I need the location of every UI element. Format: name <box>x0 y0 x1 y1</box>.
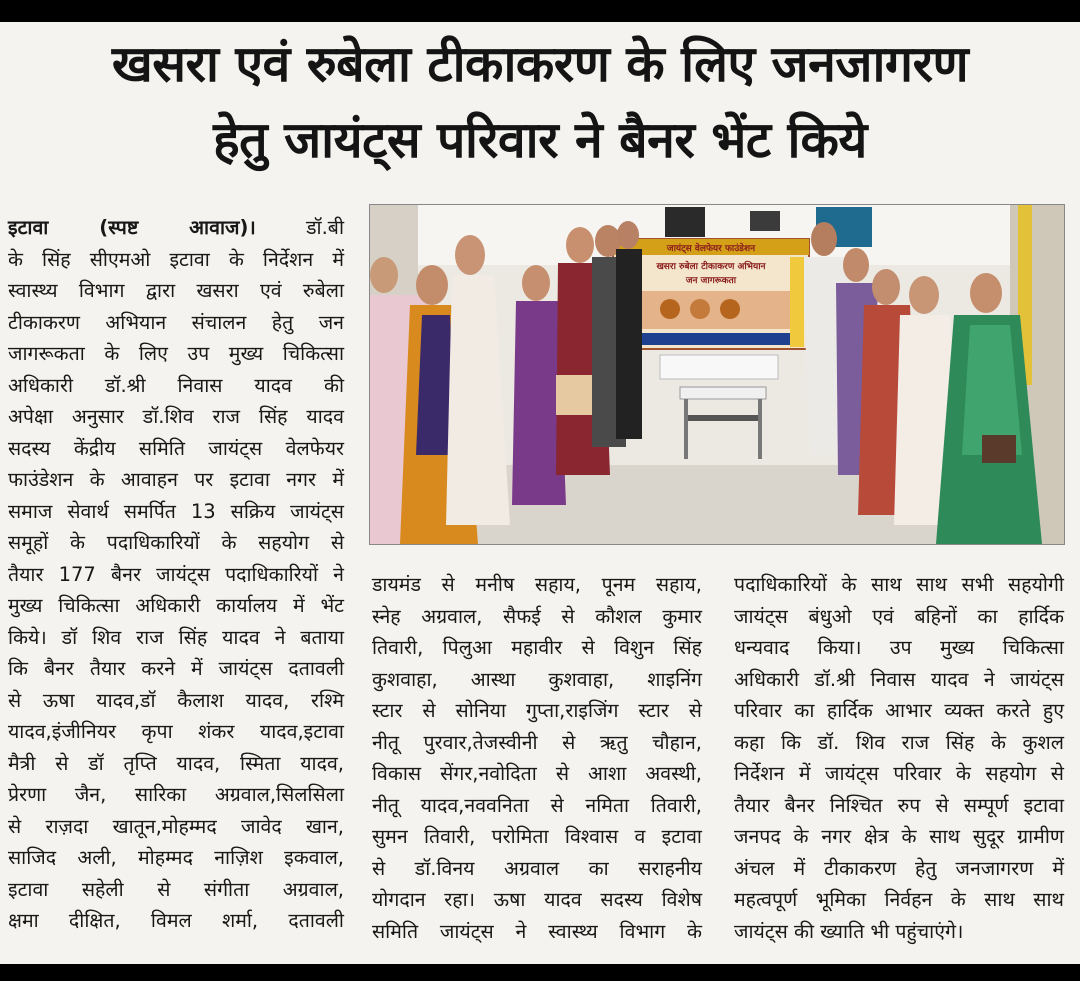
article-column-3 <box>734 569 1064 947</box>
article-line: इटावा सहेली से संगीता अग्रवाल, <box>8 877 344 901</box>
article-line: योगदान रहा। ऊषा यादव सदस्य विशेष <box>372 888 702 911</box>
article-line: अपेक्षा अनुसार डॉ.शिव राज सिंह यादव <box>8 405 344 428</box>
article-line: यादव,इंजीनियर कृपा शंकर यादव,इटावा <box>8 720 344 743</box>
newspaper-clipping <box>0 22 1080 964</box>
article-line: समूहों के पदाधिकारियों के सहयोग से <box>8 531 344 554</box>
article-line: टीकाकरण अभियान संचालन हेतु जन <box>8 310 344 334</box>
article-line: किये। डॉ शिव राज सिंह यादव ने बताया <box>8 625 344 649</box>
article-line: तैयार 177 बैनर जायंट्स पदाधिकारियों ने <box>8 562 344 586</box>
article-line: तैयार बैनर निश्चित रुप से सम्पूर्ण इटावा <box>734 793 1064 817</box>
banner-header: जायंट्स वेलफेयर फाउंडेशन <box>666 244 756 254</box>
dateline: इटावा (स्पष्ट आवाज)। <box>8 216 256 239</box>
article-line: महत्वपूर्ण भूमिका निर्वहन के साथ साथ <box>734 888 1064 911</box>
article-line: पदाधिकारियों के साथ साथ सभी सहयोगी <box>734 573 1064 596</box>
article-line: साजिद अली, मोहम्मद नाज़िश इकवाल, <box>8 846 344 869</box>
article-line: जागरूकता के लिए उप मुख्य चिकित्सा <box>8 342 344 365</box>
article-line: परिवार का हार्दिक आभार व्यक्त करते हुए <box>734 699 1064 722</box>
article-line: फाउंडेशन के आवाहन पर इटावा नगर में <box>8 468 344 491</box>
event-photo <box>369 204 1065 545</box>
article-line: प्रेरणा जैन, सारिका अग्रवाल,सिलसिला <box>8 783 344 806</box>
article-line: स्वास्थ्य विभाग द्वारा खसरा एवं रुबेला <box>8 279 344 302</box>
article-line-text: डॉ.बी <box>255 216 344 239</box>
article-line: समिति जायंट्स ने स्वास्थ्य विभाग के <box>372 919 702 943</box>
article-line: डायमंड से मनीष सहाय, पूनम सहाय, <box>372 573 702 596</box>
article-line: से राज़दा खातून,मोहम्मद जावेद खान, <box>8 814 344 838</box>
article-line: स्नेह अग्रवाल, सैफई से कौशल कुमार <box>372 604 702 628</box>
banner-line-2: जन जागरूकता <box>685 276 737 286</box>
banner-line-1: खसरा रुबेला टीकाकरण अभियान <box>656 262 766 272</box>
held-banner <box>613 239 809 349</box>
article-line: नीतू पुरवार,तेजस्वीनी से ऋतु चौहान, <box>372 730 702 754</box>
headline-line-1: खसरा एवं रुबेला टीकाकरण के लिए जनजागरण <box>111 35 969 93</box>
article-line: नीतू यादव,नववनिता से नमिता तिवारी, <box>372 793 702 817</box>
article-line: स्टार से सोनिया गुप्ता,राइजिंग स्टार से <box>372 699 702 722</box>
article-line: सदस्य केंद्रीय समिति जायंट्स वेलफेयर <box>8 436 344 460</box>
article-line: जायंट्स बंधुओ एवं बहिनों का हार्दिक <box>734 604 1064 628</box>
article-column-2 <box>372 569 702 947</box>
article-line: समाज सेवार्थ समर्पित 13 सक्रिय जायंट्स <box>8 499 344 523</box>
article-column-1 <box>8 212 344 937</box>
article-line <box>8 212 344 244</box>
article-line: के सिंह सीएमओ इटावा के निर्देशन में <box>8 247 344 271</box>
article-line: क्षमा दीक्षित, विमल शर्मा, दतावली <box>8 909 344 932</box>
article-line: तिवारी, पिलुआ महावीर से विशुन सिंह <box>372 636 702 659</box>
article-line: मुख्य चिकित्सा अधिकारी कार्यालय में भेंट <box>8 594 344 617</box>
article-line: अधिकारी डॉ.श्री निवास यादव की <box>8 373 344 397</box>
article-line: सुमन तिवारी, परोमिता विश्वास व इटावा <box>372 825 702 848</box>
article-line: जनपद के नगर क्षेत्र के साथ सुदूर ग्रामीण <box>734 825 1064 848</box>
bottom-border <box>0 964 1080 981</box>
article-line: जायंट्स की ख्याति भी पहुंचाएंगे। <box>734 919 964 943</box>
article-line: अधिकारी डॉ.श्री निवास यादव ने जायंट्स <box>734 667 1064 691</box>
article-line: मैत्री से डॉ तृप्ति यादव, स्मिता यादव, <box>8 751 344 775</box>
group-photo-illustration <box>370 205 1064 544</box>
article-line: से डॉ.विनय अग्रवाल का सराहनीय <box>372 856 702 880</box>
article-line: विकास सेंगर,नवोदिता से आशा अवस्थी, <box>372 762 702 785</box>
article-line: अंचल में टीकाकरण हेतु जनजागरण में <box>734 856 1064 880</box>
article-line: कि बैनर तैयार करने में जायंट्स दतावली <box>8 657 344 680</box>
article-line: धन्यवाद किया। उप मुख्य चिकित्सा <box>734 636 1064 659</box>
article-line: से ऊषा यादव,डॉ कैलाश यादव, रश्मि <box>8 688 344 712</box>
article-line: निर्देशन में जायंट्स परिवार के सहयोग से <box>734 762 1064 785</box>
article-line: कुशवाहा, आस्था कुशवाहा, शाइनिंग <box>372 667 702 691</box>
article-line: कहा कि डॉ. शिव राज सिंह के कुशल <box>734 730 1064 754</box>
headline-line-2: हेतु जायंट्स परिवार ने बैनर भेंट किये <box>213 111 867 169</box>
